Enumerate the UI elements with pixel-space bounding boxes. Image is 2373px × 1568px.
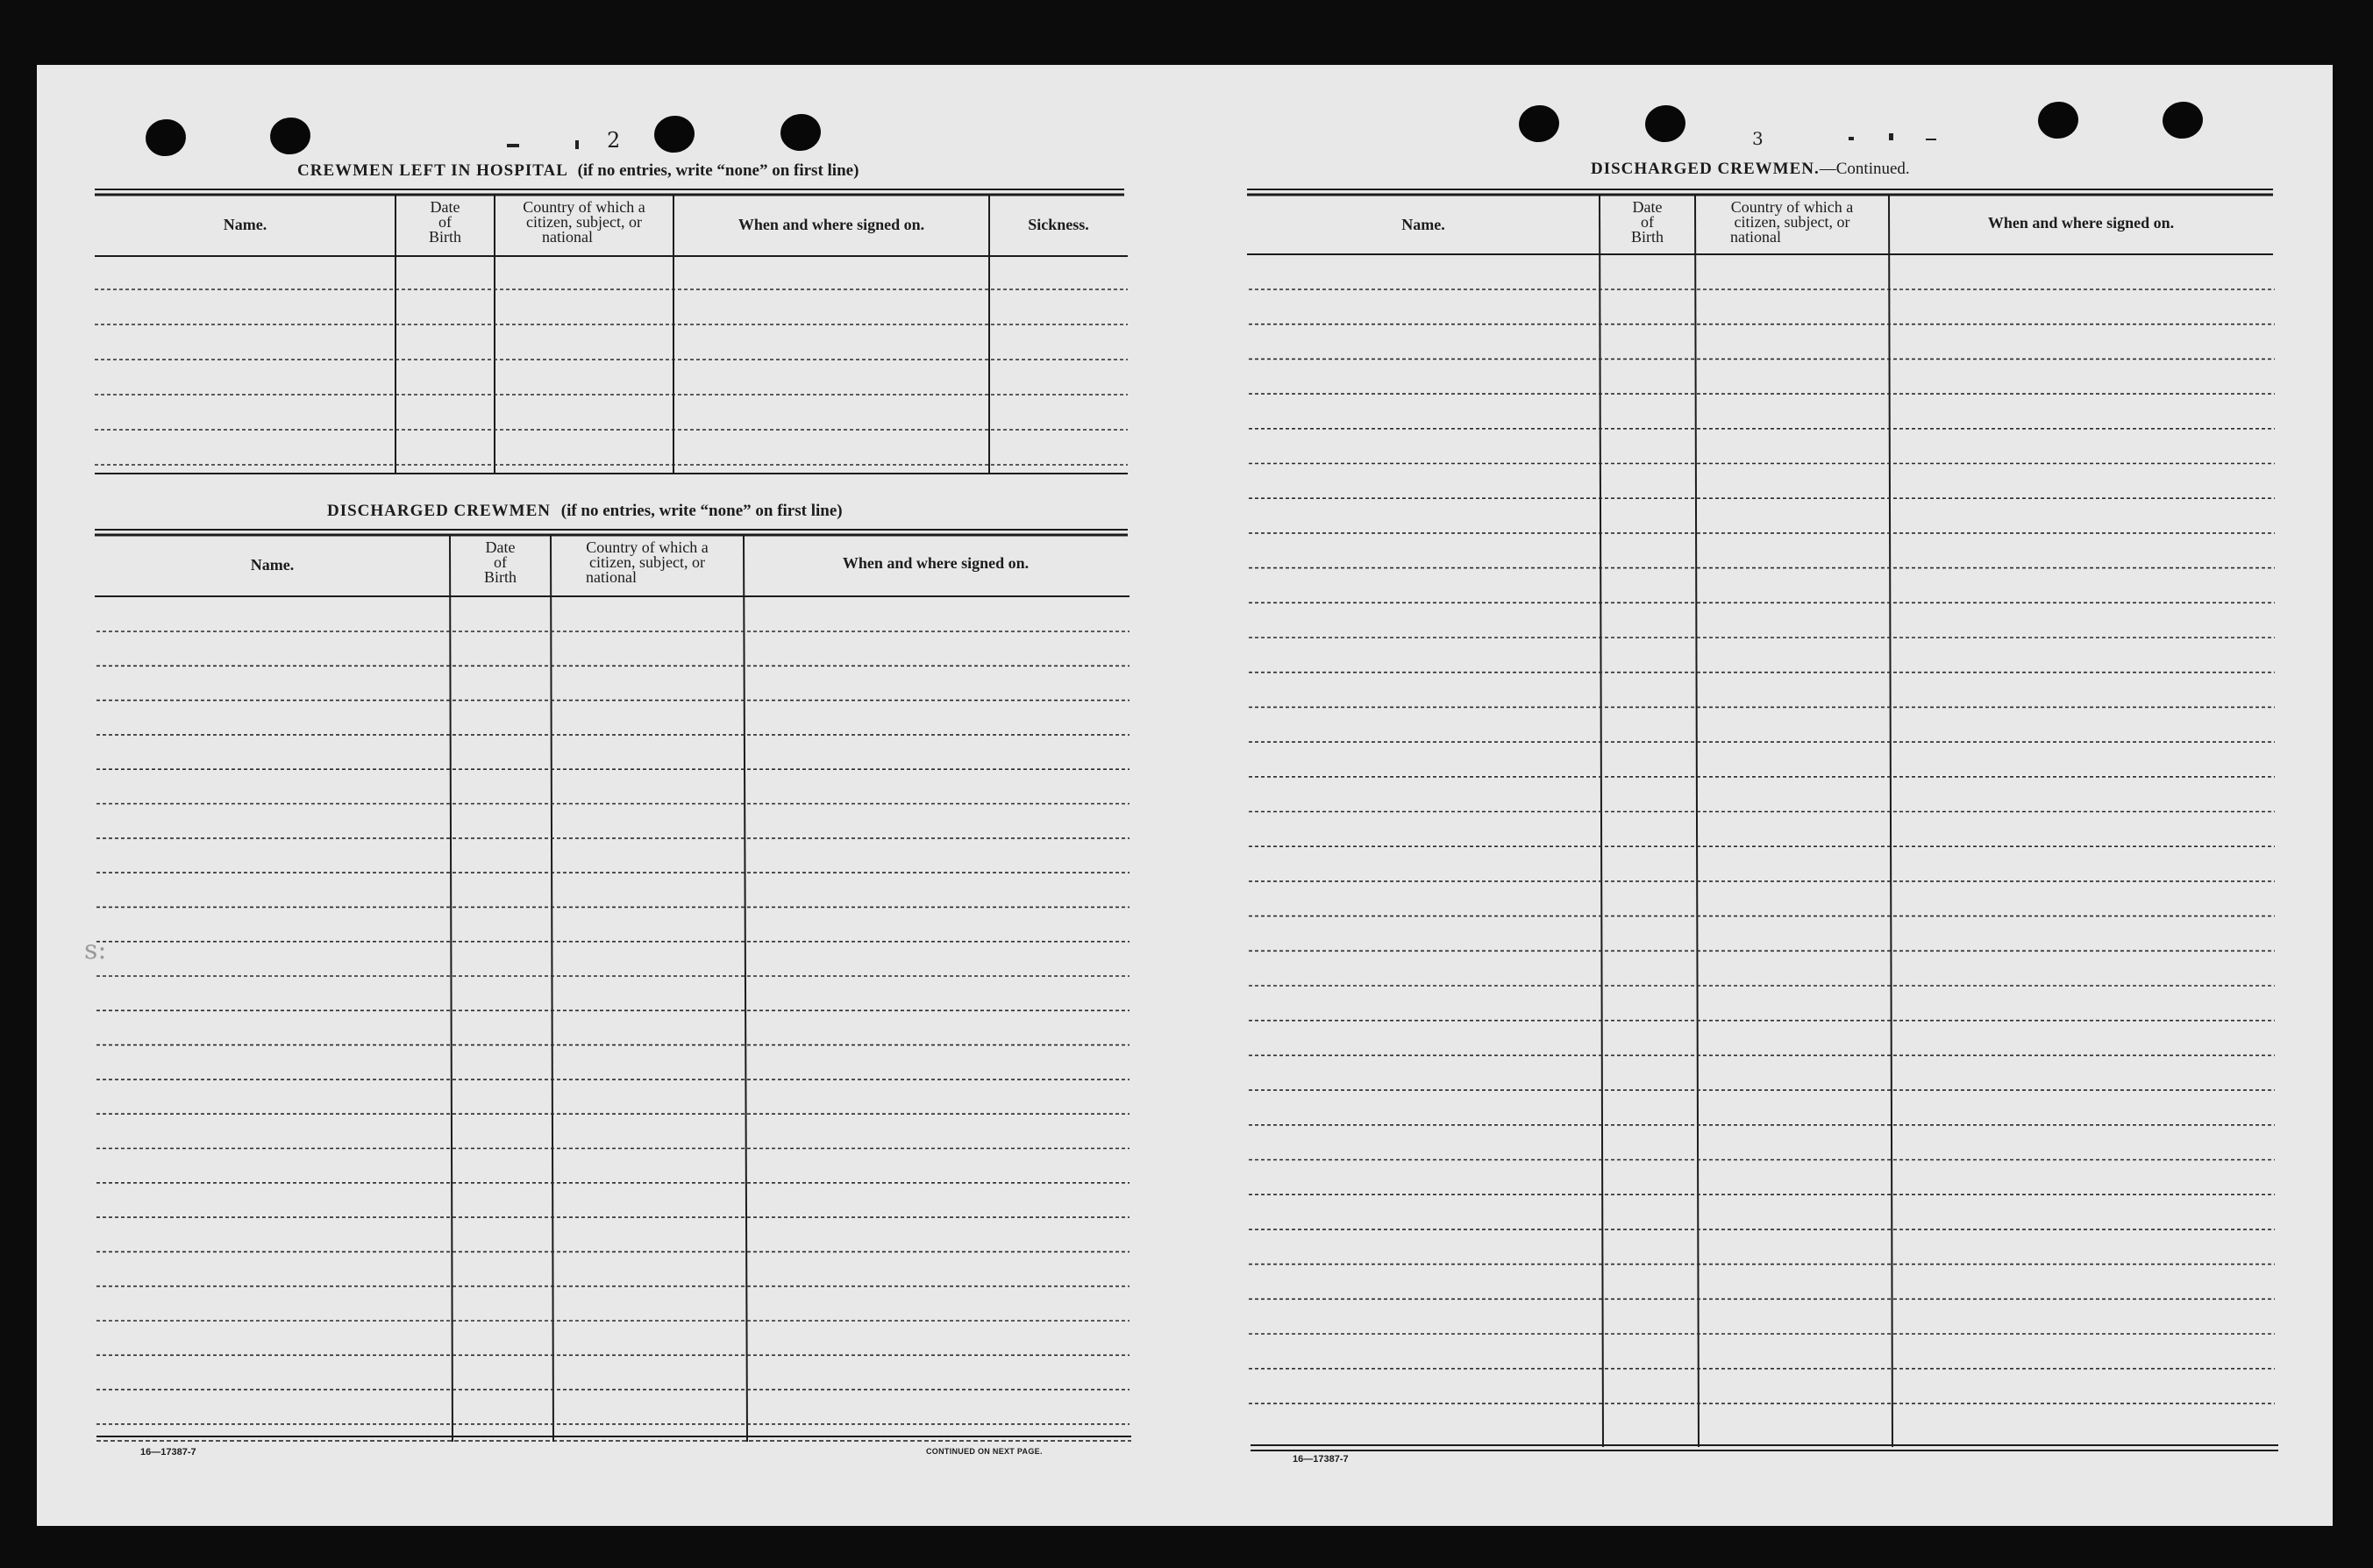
right-header-dob: [1600, 200, 1695, 245]
hospital-header-dob: [396, 200, 495, 245]
hospital-header-signed-on: When and where signed on.: [738, 216, 925, 233]
country-line: Country of which a: [523, 198, 645, 216]
dob-line: Birth: [428, 228, 461, 246]
country-line: Country of which a: [586, 538, 709, 556]
dob-line: Date: [485, 538, 516, 556]
dob-line: of: [494, 553, 507, 571]
country-line: citizen, subject, or: [1734, 213, 1850, 231]
right-title-text: DISCHARGED CREWMEN.: [1591, 160, 1820, 178]
dob-line: Date: [430, 198, 460, 216]
hospital-table: [37, 65, 2333, 1526]
hospital-title-text: CREWMEN LEFT IN HOSPITAL: [297, 161, 567, 180]
right-title-suffix: —Continued.: [1819, 160, 1910, 178]
right-header-country: [1695, 200, 1889, 245]
document-sheet: [37, 65, 2333, 1526]
hospital-instruction: (if no entries, write “none” on first line): [577, 161, 859, 180]
country-line: Country of which a: [1730, 198, 1854, 216]
discharged-header-name: Name.: [250, 556, 295, 574]
country-line: citizen, subject, or: [589, 553, 705, 571]
dob-line: Date: [1632, 198, 1663, 216]
discharged-header-signed-on: When and where signed on.: [842, 554, 1030, 572]
discharged-instruction: (if no entries, write “none” on first line): [560, 502, 843, 520]
country-line: citizen, subject, or: [526, 213, 642, 231]
dob-line: Birth: [1630, 228, 1664, 246]
hospital-header-name: Name.: [223, 216, 267, 233]
dob-line: of: [438, 213, 452, 231]
discharged-header-country: [551, 540, 744, 585]
hospital-header-sickness: Sickness.: [1028, 216, 1089, 233]
form-number-right: 16—17387-7: [1293, 1454, 1349, 1465]
country-line: national: [542, 228, 593, 246]
dob-line: of: [1641, 213, 1654, 231]
right-section-title: [1591, 160, 1910, 179]
right-header-name: Name.: [1401, 216, 1445, 233]
page-number-right: 3: [1752, 128, 1764, 149]
discharged-title-text: DISCHARGED CREWMEN: [327, 502, 551, 520]
smudge-mark: s:: [84, 935, 107, 966]
right-header-signed-on: When and where signed on.: [1987, 214, 2175, 232]
hospital-header-country: [495, 200, 673, 245]
discharged-header-dob: [450, 540, 551, 585]
country-line: national: [586, 568, 637, 586]
form-number-left: 16—17387-7: [140, 1447, 196, 1458]
continued-note: CONTINUED ON NEXT PAGE.: [926, 1447, 1043, 1456]
country-line: national: [1730, 228, 1781, 246]
dob-line: Birth: [483, 568, 517, 586]
page-number-left: 2: [607, 128, 621, 153]
discharged-section-title: [327, 502, 843, 521]
